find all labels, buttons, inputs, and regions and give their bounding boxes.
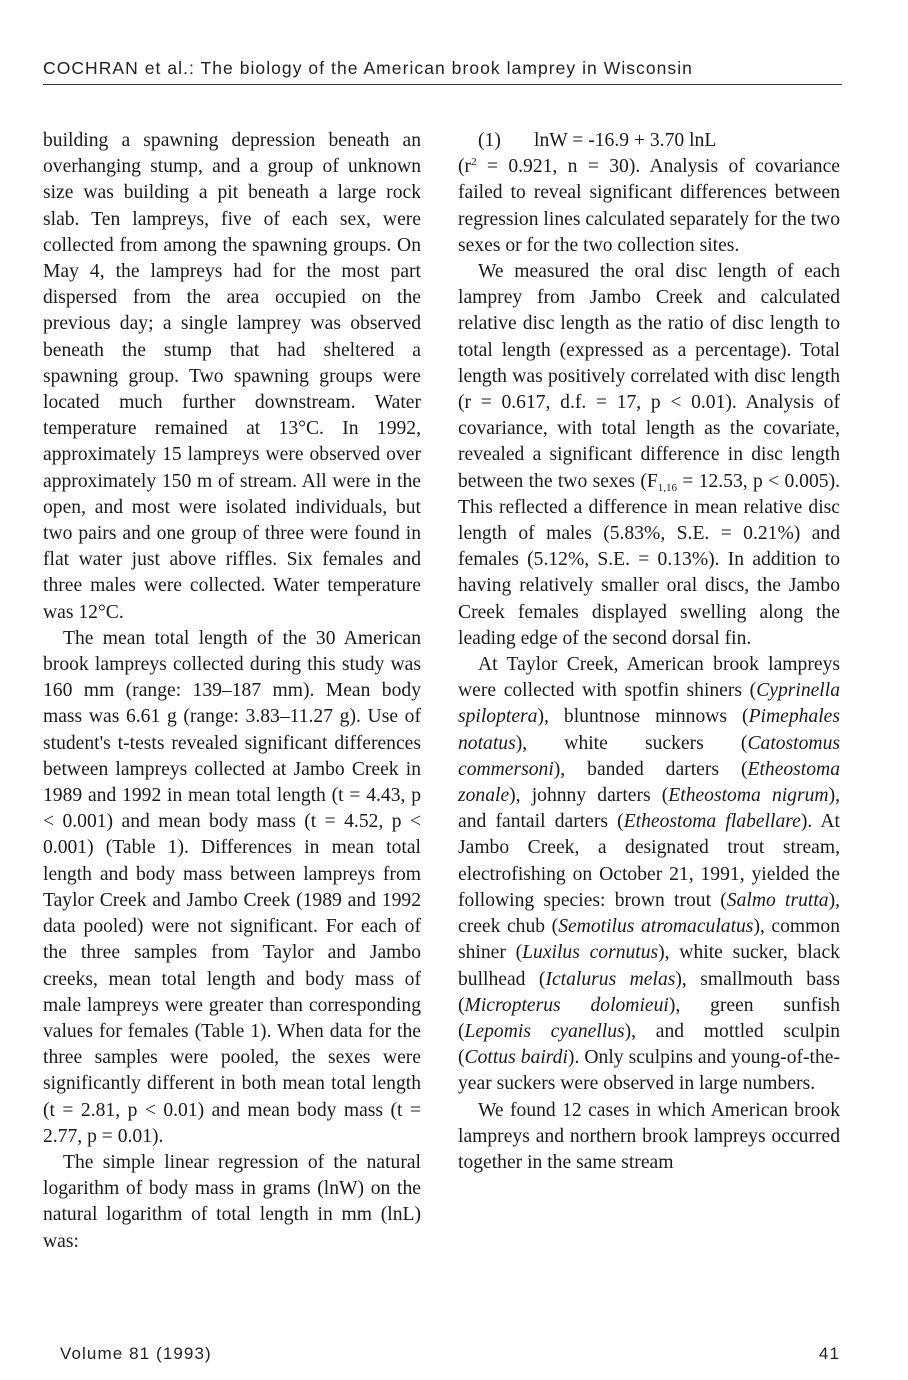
running-head: COCHRAN et al.: The biology of the American brook lamprey in Wisconsin <box>43 58 693 78</box>
text-run: ). Only sculpins and young-of-the-year suckers were observed in large numbers. <box>458 1047 840 1095</box>
paragraph-associated-species <box>458 652 840 1097</box>
text-run: ), common shiner ( <box>458 916 841 964</box>
text-run: ), smallmouth bass ( <box>458 968 840 1016</box>
text-run: We measured the oral disc length of each lamprey from Jambo Creek and calculated relative disc length as the ratio of disc length to total length (expressed as a percentage). Total length was positively correlated with disc length (r = 0.617, d.f. = 17, p < 0.01). Analysis of covariance, with total length as the covariate, revealed a significant difference in disc length between the two sexes (F <box>458 261 840 492</box>
species-name: Catostomus commersoni <box>458 732 840 780</box>
text-run: ). At Jambo Creek, a designated trout stream, electrofishing on October 21, 1991, yielded the following species: brown trout ( <box>458 811 840 911</box>
species-name: Semotilus atromaculatus <box>558 916 754 938</box>
text-run: ), white suckers ( <box>515 732 748 754</box>
species-name: Micropterus dolomieui <box>464 994 669 1016</box>
species-name: Etheostoma flabellare <box>623 811 801 833</box>
paragraph-oral-disc <box>458 259 840 652</box>
text-run: ), green sunfish ( <box>458 994 840 1042</box>
text-run: ), bluntnose minnows ( <box>537 706 749 728</box>
species-name: Luxilus cornutus <box>522 942 659 964</box>
species-name: Pimephales notatus <box>458 706 840 754</box>
species-name: Lepomis cyanellus <box>464 1020 625 1042</box>
species-name: Salmo trutta <box>726 889 829 911</box>
paragraph-regression-stats <box>458 154 840 259</box>
text-run: At Taylor Creek, American brook lampreys were collected with spotfin shiners ( <box>458 654 840 702</box>
left-column <box>43 128 421 1255</box>
text-run: (r <box>458 156 472 178</box>
equation-formula: lnW = -16.9 + 3.70 lnL <box>534 130 717 151</box>
text-run: ), and mottled sculpin ( <box>458 1020 840 1069</box>
text-run: = 0.921, n = 30). Analysis of covariance failed to reveal significant differences between regression lines calculated separately for the two sexes or for the two collection sites. <box>458 156 840 256</box>
species-name: Cyprinella spiloptera <box>458 680 840 728</box>
species-name: Cottus bairdi <box>464 1047 568 1069</box>
equation-1 <box>458 128 840 154</box>
paragraph-spawning-observations: building a spawning depression beneath an overhanging stump, and a group of unknown size was building a pit beneath a large rock slab. Ten lampreys, five of each sex, were collected from among the spawning groups. On May 4, the lampreys had for the most part dispersed from the area occupied on the previous day; a single lamprey was observed beneath the stump that had sheltered a spawning group. Two spawning groups were located much further downstream. Water temperature remained at 13°C. In 1992, approximately 15 lampreys were observed over approximately 150 m of stream. All were in the open, and most were isolated individuals, but two pairs and one group of three were found in flat water just above riffles. Six females and three males were collected. Water temperature was 12°C. <box>43 130 421 623</box>
text-run: ), and fantail darters ( <box>458 785 840 833</box>
text-run: = 12.53, p < 0.005). This reflected a difference in mean relative disc length of males (5.83%, S.E. = 0.21%) and females (5.12%, S.E. = 0.13%). In addition to having relatively smaller oral discs, the Jambo Creek females displayed swelling along the leading edge of the second dorsal fin. <box>458 470 840 649</box>
equation-number: (1) <box>478 130 501 151</box>
text-run: ), johnny darters ( <box>509 785 669 807</box>
page-number: 41 <box>818 1344 840 1363</box>
text-run: ), banded darters ( <box>553 758 748 780</box>
species-name: Etheostoma nigrum <box>668 785 829 807</box>
right-column <box>458 128 840 1176</box>
footer-volume: Volume 81 (1993) <box>60 1344 212 1363</box>
text-run: ), white sucker, black bullhead ( <box>458 942 840 990</box>
superscript: 2 <box>471 156 477 169</box>
header-rule <box>43 84 842 85</box>
subscript: 1,16 <box>657 481 677 494</box>
paragraph-length-mass: The mean total length of the 30 American brook lampreys collected during this study was 160 mm (range: 139–187 mm). Mean body mass was 6.61 g (range: 3.83–11.27 g). Use of student's t-tests revealed significant differences between lampreys collected at Jambo Creek in 1989 and 1992 in mean total length (t = 4.43, p < 0.001) and mean body mass (t = 4.52, p < 0.001) (Table 1). Differences in mean total length and body mass between lampreys from Taylor Creek and Jambo Creek (1989 and 1992 data pooled) were not significant. For each of the three samples from Taylor and Jambo creeks, mean total length and body mass of male lampreys were greater than corresponding values for females (Table 1). When data for the three samples were pooled, the sexes were significantly different in both mean total length (t = 2.81, p < 0.01) and mean body mass (t = 2.77, p = 0.01). <box>43 627 421 1147</box>
paragraph-cooccurrence: We found 12 cases in which American brook lampreys and northern brook lampreys occurred together in the same stream <box>458 1099 840 1173</box>
text-run: ), creek chub ( <box>458 889 840 938</box>
paragraph-regression-intro: The simple linear regression of the natural logarithm of body mass in grams (lnW) on the natural logarithm of total length in mm (lnL) was: <box>43 1151 421 1252</box>
species-name: Ictalurus melas <box>545 968 676 990</box>
species-name: Etheostoma zonale <box>458 758 840 807</box>
